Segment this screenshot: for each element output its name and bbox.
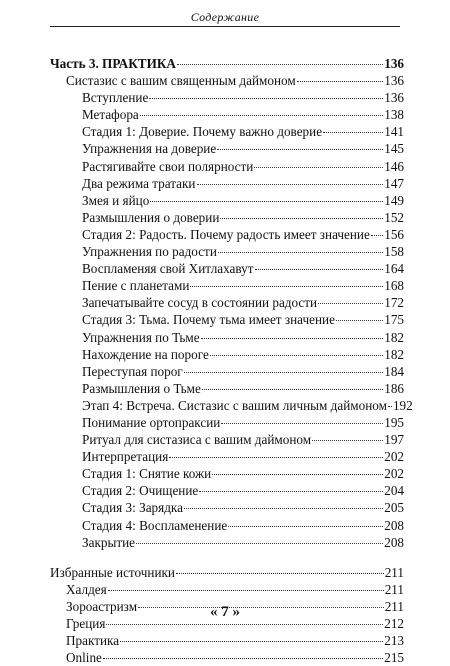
dot-leader [136, 543, 383, 544]
toc-entry-title: Стадия 3: Зарядка [82, 500, 183, 516]
toc-entry-page: 156 [384, 226, 404, 242]
toc-entry-title: Ритуал для систазиса с вашим даймоном [82, 432, 312, 448]
dot-leader [217, 149, 383, 150]
toc-entry-title: Стадия 1: Доверие. Почему важно доверие [82, 124, 323, 140]
toc-entry [50, 465, 404, 482]
toc-entry-page: 145 [384, 141, 404, 157]
toc-entry-title: Интерпретация [82, 449, 169, 465]
toc-entry-title: Практика [66, 633, 120, 649]
toc-entry [50, 158, 404, 175]
dot-leader [312, 440, 383, 441]
toc-entry [50, 209, 404, 226]
toc-entry [50, 192, 404, 209]
toc-entry-title: Упражнения по радости [82, 244, 217, 260]
toc-entry-page: 211 [384, 564, 404, 580]
toc-entry-page: 202 [384, 449, 404, 465]
dot-leader [176, 573, 384, 574]
toc-entry-title: Избранные источники [50, 564, 175, 580]
toc-entry [50, 564, 404, 581]
toc-entry [50, 431, 404, 448]
toc-entry [50, 632, 404, 649]
toc-entry [50, 106, 404, 123]
toc-entry-page: 141 [384, 124, 404, 140]
toc-entry-page: 149 [384, 192, 404, 208]
toc-entry-page: 186 [384, 380, 404, 396]
dot-leader [184, 508, 383, 509]
toc-entry [50, 397, 413, 414]
dot-leader [201, 338, 384, 339]
toc-entry-title: Запечатывайте сосуд в состоянии радости [82, 295, 318, 311]
dot-leader [336, 320, 383, 321]
page-header-title: Содержание [183, 10, 267, 25]
toc-entry-page: 158 [384, 244, 404, 260]
toc-entry [50, 517, 404, 534]
toc-entry [50, 649, 404, 666]
dot-leader [228, 526, 383, 527]
dot-leader [120, 641, 383, 642]
toc-entry-title: Стадия 4: Воспламенение [82, 517, 228, 533]
dot-leader [212, 474, 383, 475]
toc-entry [50, 346, 404, 363]
toc-entry [50, 482, 404, 499]
dot-leader [388, 406, 392, 407]
toc-entry-title: Этап 4: Встреча. Систазис с вашим личным даймоном [82, 397, 387, 413]
dot-leader [106, 624, 383, 625]
dot-leader [169, 457, 383, 458]
toc-entry-title: Online [66, 650, 102, 666]
toc-entry-title: Систазис с вашим священным даймоном [66, 73, 296, 89]
toc-entry-title: Закрытие [82, 534, 135, 550]
dot-leader [318, 303, 383, 304]
toc-entry-title: Стадия 2: Очищение [82, 483, 199, 499]
running-header [0, 8, 450, 26]
toc-entry-page: 146 [384, 158, 404, 174]
toc-entry-title: Воспламеняя свой Хитлахавут [82, 261, 254, 277]
toc-entry [50, 243, 404, 260]
toc-entry-title: Стадия 1: Снятие кожи [82, 466, 212, 482]
toc-entry-page: 215 [384, 650, 404, 666]
toc-entry-page: 175 [384, 312, 404, 328]
toc-entry [50, 363, 404, 380]
toc-entry [50, 294, 404, 311]
toc-entry [50, 226, 404, 243]
dot-leader [103, 658, 383, 659]
toc-entry-page: 197 [384, 432, 404, 448]
toc-entry-page: 136 [384, 56, 404, 71]
dot-leader [108, 590, 384, 591]
dot-leader [202, 389, 383, 390]
dot-leader [150, 201, 383, 202]
header-rule [50, 26, 400, 27]
dot-leader [323, 132, 383, 133]
toc-entry-page: 168 [384, 278, 404, 294]
page-number: « 7 » [210, 604, 240, 620]
toc-entry-title: Часть 3. ПРАКТИКА [50, 56, 176, 71]
toc-entry [50, 260, 404, 277]
dot-leader [254, 167, 383, 168]
toc-entry-page: 184 [384, 363, 404, 379]
toc-entry-page: 208 [384, 534, 404, 550]
toc-entry [50, 123, 404, 140]
toc-entry-page: 205 [384, 500, 404, 516]
toc-entry-title: Стадия 3: Тьма. Почему тьма имеет значение [82, 312, 335, 328]
dot-leader [177, 64, 383, 65]
toc-entry [50, 311, 404, 328]
toc-entry-title: Греция [66, 616, 106, 631]
toc-entry [50, 414, 404, 431]
toc-entry-title: Метафора [82, 107, 139, 123]
toc-entry-page: 182 [384, 329, 404, 345]
toc-entry-page: 138 [384, 107, 404, 123]
dot-leader [220, 218, 383, 219]
toc-entry-title: Змея и яйцо [82, 192, 150, 208]
toc-entry [50, 55, 404, 72]
table-of-contents [50, 55, 413, 666]
toc-entry-page: 192 [392, 397, 413, 413]
toc-entry [50, 175, 404, 192]
toc-entry-page: 182 [384, 346, 404, 362]
toc-entry-title: Два режима тратаки [82, 175, 196, 191]
toc-entry-title: Нахождение на пороге [82, 346, 209, 362]
dot-leader [190, 286, 383, 287]
toc-entry-page: 213 [384, 633, 404, 649]
dot-leader [149, 98, 383, 99]
toc-entry-page: 211 [384, 581, 404, 597]
toc-entry-page: 202 [384, 466, 404, 482]
toc-entry-title: Упражнения на доверие [82, 141, 217, 157]
toc-entry-title: Упражнения по Тьме [82, 329, 200, 345]
toc-entry-title: Вступление [82, 90, 149, 106]
dot-leader [184, 372, 384, 373]
toc-entry-title: Переступая порог [82, 363, 183, 379]
toc-entry-page: 136 [384, 73, 404, 89]
toc-entry-page: 147 [384, 175, 404, 191]
dot-leader [199, 491, 383, 492]
toc-entry-title: Пение с планетами [82, 278, 190, 294]
toc-entry [50, 581, 404, 598]
toc-entry-page: 164 [384, 261, 404, 277]
toc-entry [50, 499, 404, 516]
toc-entry-title: Зороастризм [66, 598, 138, 614]
toc-entry-title: Размышления о доверии [82, 209, 220, 225]
toc-entry-page: 208 [384, 517, 404, 533]
toc-entry-page: 212 [384, 616, 404, 631]
dot-leader [210, 355, 383, 356]
toc-entry [50, 329, 404, 346]
toc-entry [50, 89, 404, 106]
toc-entry [50, 448, 404, 465]
toc-entry-page: 152 [384, 209, 404, 225]
toc-entry-page: 211 [384, 598, 404, 614]
toc-entry-page: 136 [384, 90, 404, 106]
toc-entry [50, 380, 404, 397]
dot-leader [221, 423, 383, 424]
dot-leader [371, 235, 383, 236]
toc-entry-page: 195 [384, 414, 404, 430]
toc-entry-title: Размышления о Тьме [82, 380, 201, 396]
toc-entry [50, 140, 404, 157]
toc-entry [50, 277, 404, 294]
dot-leader [197, 184, 384, 185]
toc-entry-title: Халдея [66, 581, 107, 597]
toc-entry-title: Стадия 2: Радость. Почему радость имеет значение [82, 226, 370, 242]
toc-entry-page: 172 [384, 295, 404, 311]
toc-entry-page: 204 [384, 483, 404, 499]
toc-entry [50, 72, 404, 89]
dot-leader [255, 269, 384, 270]
dot-leader [218, 252, 383, 253]
dot-leader [297, 81, 384, 82]
toc-entry-title: Растягивайте свои полярности [82, 158, 254, 174]
toc-entry-title: Понимание ортопраксии [82, 414, 221, 430]
toc-entry [50, 534, 404, 551]
dot-leader [140, 115, 383, 116]
